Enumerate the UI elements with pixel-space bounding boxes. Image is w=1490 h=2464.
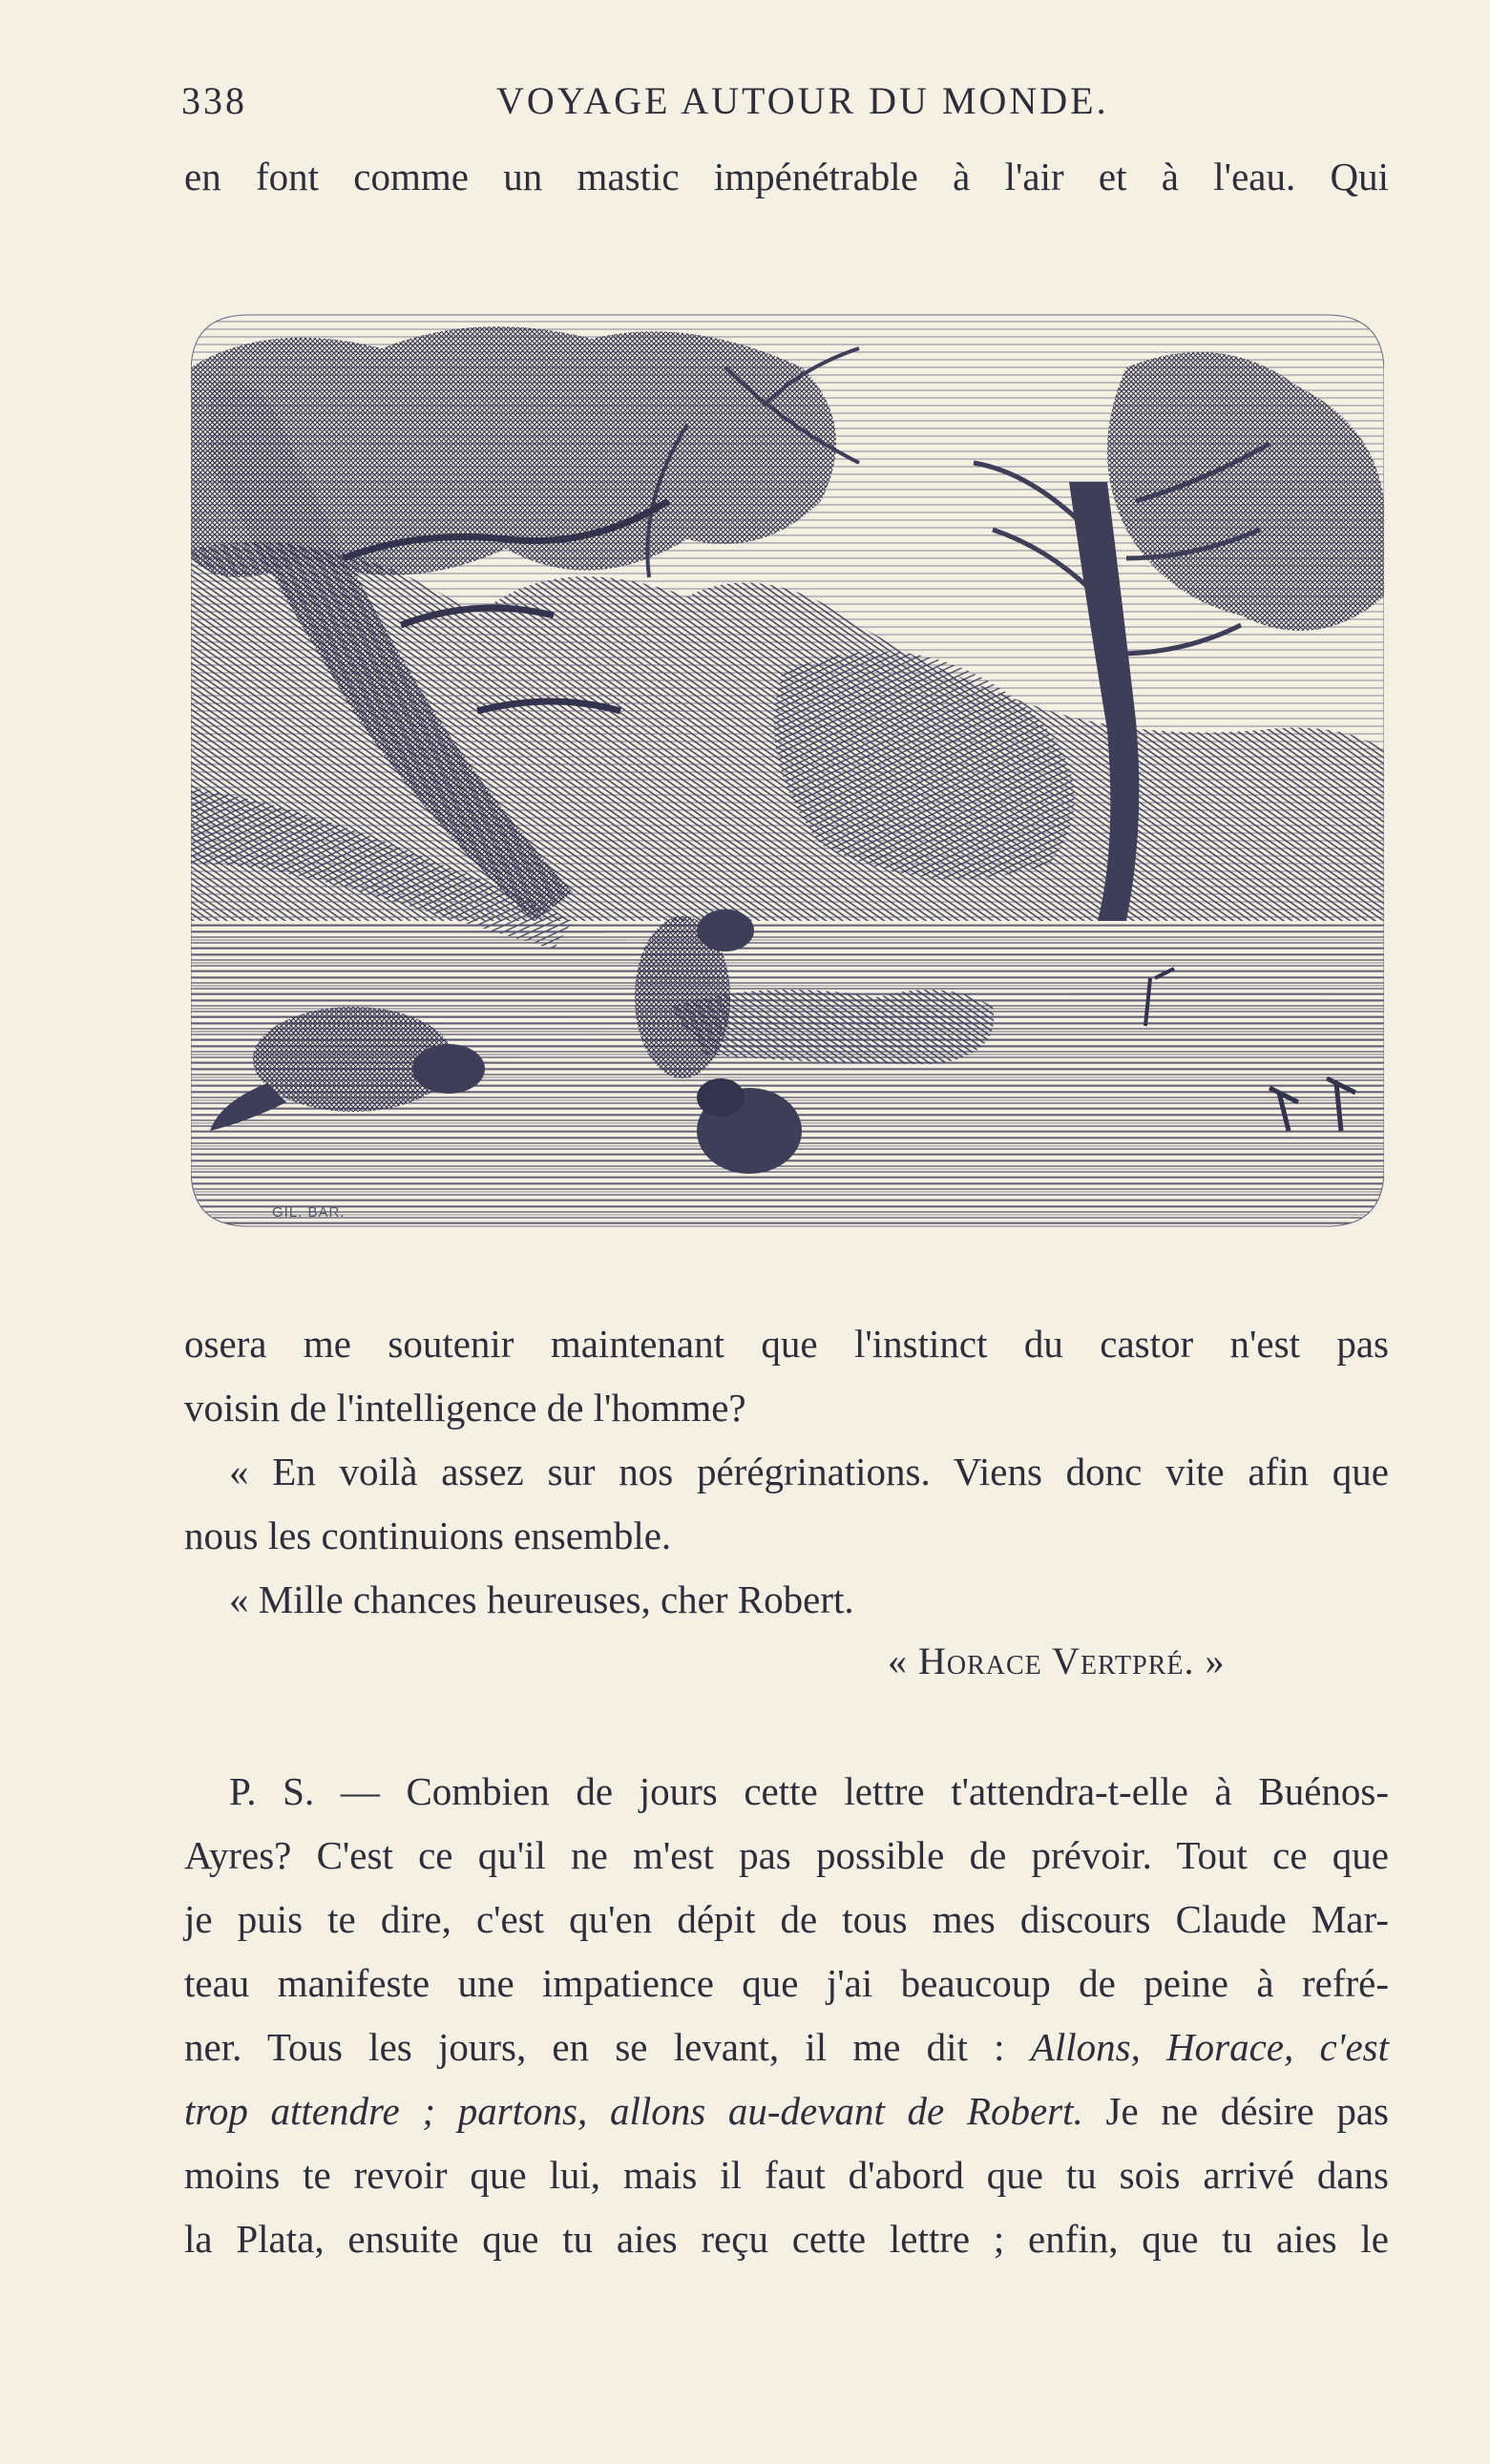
text-line: osera me soutenir maintenant que l'instinct du castor n'est pas	[184, 1322, 1389, 1366]
postscript-line: Ayres? C'est ce qu'il ne m'est pas possible de prévoir. Tout ce que	[184, 1833, 1389, 1877]
engraver-signature: GIL. BAR.	[272, 1204, 346, 1221]
signature-name: Horace Vertpré.	[918, 1639, 1195, 1682]
postscript-quote: Allons, Horace, c'est	[1030, 2025, 1389, 2069]
postscript-line	[184, 2085, 1389, 2137]
postscript-line: P. S. — Combien de jours cette lettre t'attendra-t-elle à Buénos-	[229, 1769, 1389, 1813]
letter-signature	[888, 1636, 1226, 1687]
running-title: VOYAGE AUTOUR DU MONDE.	[496, 79, 1109, 122]
postscript-line: je puis te dire, c'est qu'en dépit de tous mes discours Claude Mar-	[184, 1897, 1389, 1941]
text-line: « Mille chances heureuses, cher Robert.	[229, 1577, 854, 1621]
postscript-text: Je ne désire pas	[1082, 2089, 1389, 2133]
text-line: en font comme un mastic impénétrable à l'air et à l'eau. Qui	[184, 155, 1389, 198]
postscript-text: ner. Tous les jours, en se levant, il me dit :	[184, 2025, 1031, 2069]
postscript-quote: trop attendre ; partons, allons au-devant de Robert.	[184, 2089, 1083, 2133]
page-number: 338	[181, 79, 247, 122]
running-head	[181, 78, 1375, 126]
text-line: « En voilà assez sur nos pérégrinations. Viens donc vite afin que	[229, 1450, 1389, 1493]
postscript-line: moins te revoir que lui, mais il faut d'abord que tu sois arrivé dans	[184, 2153, 1389, 2197]
postscript-line	[184, 2021, 1389, 2073]
text-line: nous les continuions ensemble.	[184, 1514, 672, 1557]
text-line: voisin de l'intelligence de l'homme?	[184, 1386, 746, 1430]
signature-close-quote: »	[1205, 1639, 1226, 1682]
beaver-engraving	[191, 310, 1384, 1231]
signature-open-quote: «	[888, 1639, 908, 1682]
postscript-line: teau manifeste une impatience que j'ai beaucoup de peine à refré-	[184, 1961, 1389, 2005]
postscript-line: la Plata, ensuite que tu aies reçu cette lettre ; enfin, que tu aies le	[184, 2217, 1389, 2261]
